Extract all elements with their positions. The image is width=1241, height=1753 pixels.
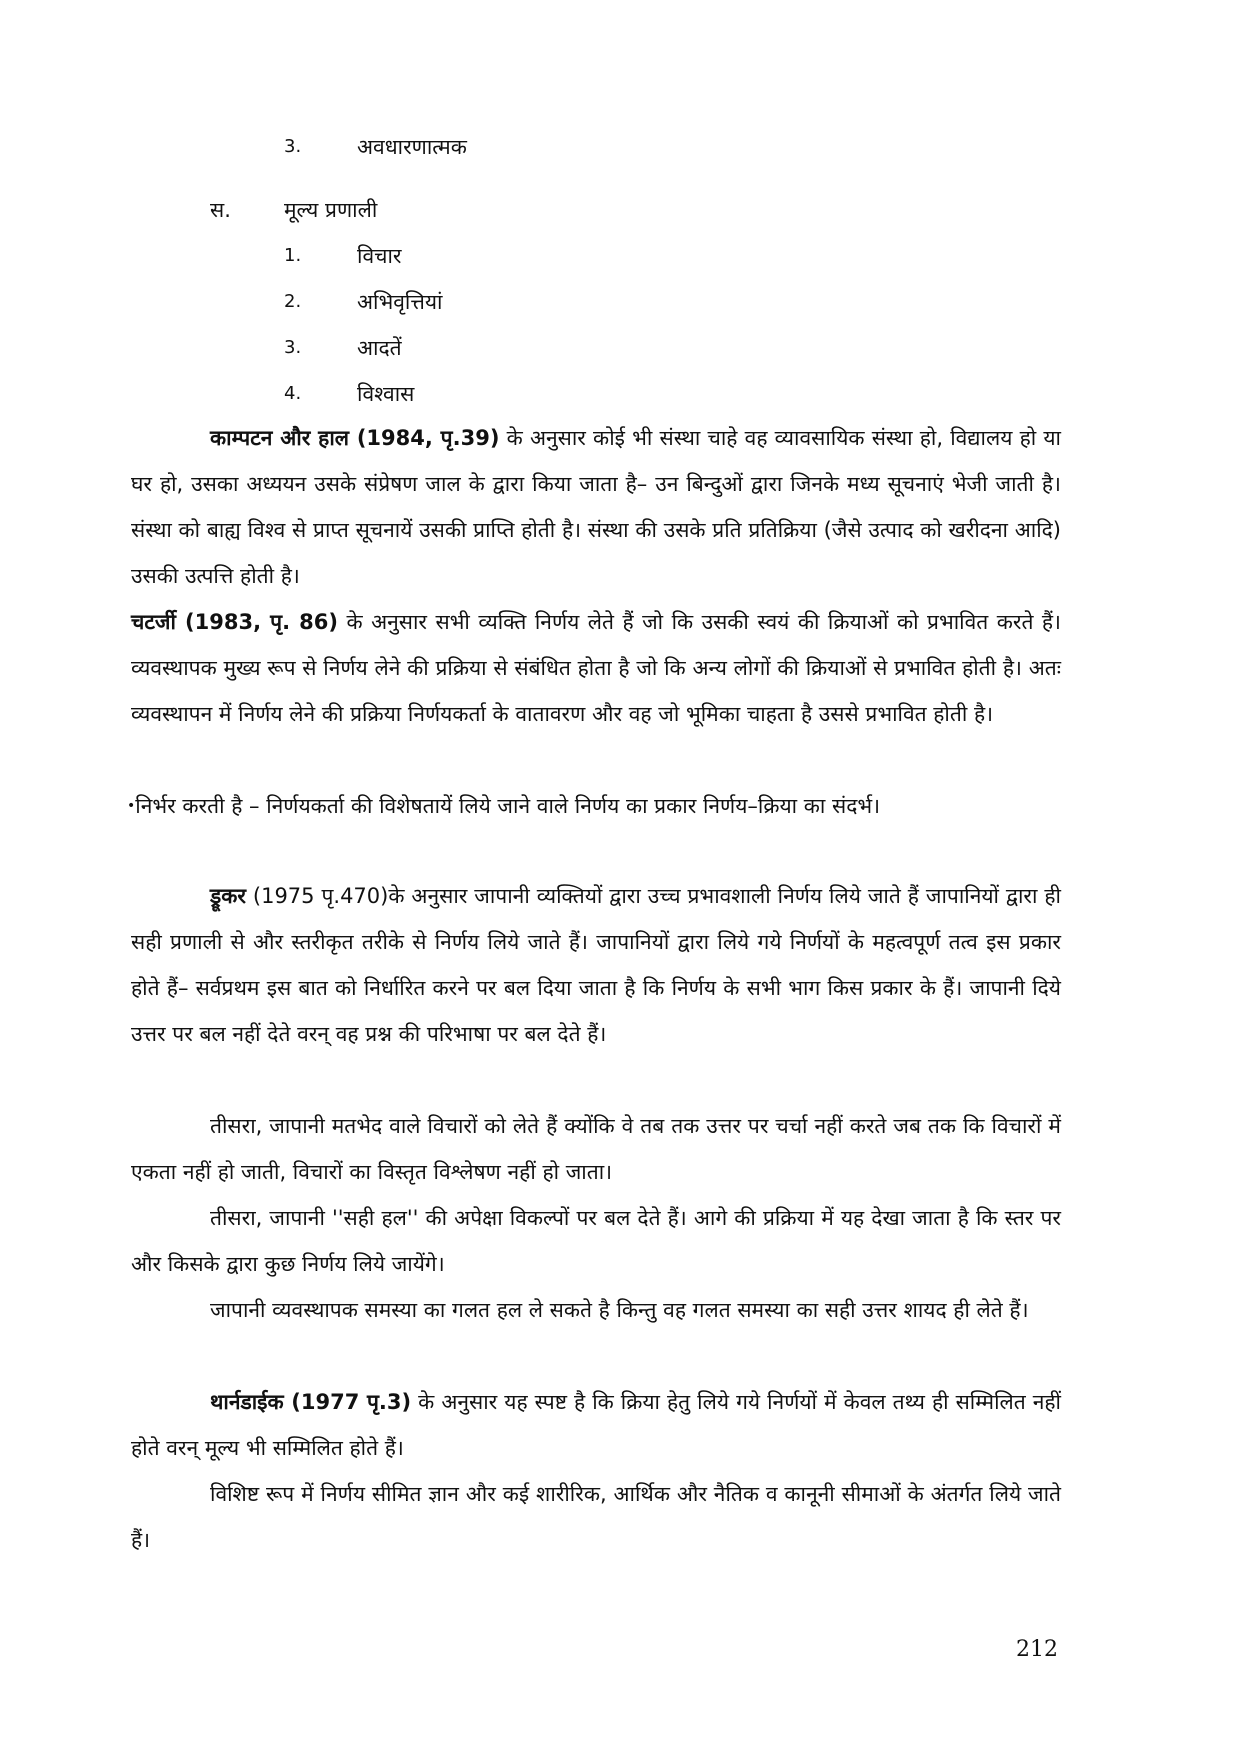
list-number: 2. [284, 291, 302, 312]
list-number: 3. [284, 337, 302, 358]
paragraph-drucker [131, 873, 1061, 1057]
paragraph-text: निर्भर करती है – निर्णयकर्ता की विशेषतायें लिये जाने वाले निर्णय का प्रकार निर्णय–क्रिया का संदर्भ। [135, 794, 881, 818]
list-item-text: अभिवृत्तियां [357, 290, 443, 314]
paragraph-chatterjee [131, 599, 1061, 737]
paragraph-third-2: तीसरा, जापानी ''सही हल'' की अपेक्षा विकल्पों पर बल देते हैं। आगे की प्रक्रिया में यह देखा जाता है कि स्तर पर और किसके द्वारा कुछ निर्णय लिये जायेंगे। [131, 1206, 1061, 1276]
citation: चटर्जी (1983, पृ. 86) [131, 610, 339, 634]
paragraph-third-1: तीसरा, जापानी मतभेद वाले विचारों को लेते हैं क्योंकि वे तब तक उत्तर पर चर्चा नहीं करते जब तक कि विचारों में एकता नहीं हो जाती, विचारों का विस्तृत विश्लेषण नहीं हो जाता। [131, 1114, 1061, 1184]
section-title: मूल्य प्रणाली [284, 198, 378, 222]
citation: थार्नडाईक (1977 पृ.3) [210, 1390, 412, 1414]
list-number: 3. [284, 136, 302, 157]
page-number: 212 [1016, 1637, 1058, 1662]
list-item-text: आदतें [357, 336, 402, 360]
bullet-mark: • [127, 798, 136, 814]
paragraph-text: के अनुसार यह स्पष्ट है कि क्रिया हेतु लिये गये निर्णयों में केवल तथ्य ही सम्मिलित नहीं होते वरन् मूल्य भी सम्मिलित होते हैं। [131, 1390, 1061, 1460]
paragraph-thorndike [131, 1379, 1061, 1471]
paragraph-depends [127, 783, 1061, 829]
list-number: 4. [284, 383, 302, 404]
paragraph-compton-hall [131, 415, 1061, 599]
section-label: स. [210, 198, 231, 222]
paragraph-text: के अनुसार कोई भी संस्था चाहे वह व्यावसायिक संस्था हो, विद्यालय हो या घर हो, उसका अध्ययन उसके संप्रेषण जाल के द्वारा किया जाता है– उन बिन्दुओं द्वारा जिनके मध्य सूचनाएं भेजी जाती है। संस्था को बाह्य विश्व से प्राप्त सूचनायें उसकी प्राप्ति होती है। संस्था की उसके प्रति प्रतिक्रिया (जैसे उत्पाद को खरीदना आदि) उसकी उत्पत्ति होती है। [131, 426, 1061, 588]
citation: ड्रूकर [210, 884, 246, 908]
paragraph-text: के अनुसार सभी व्यक्ति निर्णय लेते हैं जो कि उसकी स्वयं की क्रियाओं को प्रभावित करते हैं। व्यवस्थापक मुख्य रूप से निर्णय लेने की प्रक्रिया से संबंधित होता है जो कि अन्य लोगों की क्रियाओं से प्रभावित होती है। अतः व्यवस्थापन में निर्णय लेने की प्रक्रिया निर्णयकर्ता के वातावरण और वह जो भूमिका चाहता है उससे प्रभावित होती है। [131, 610, 1062, 726]
paragraph-limits: विशिष्ट रूप में निर्णय सीमित ज्ञान और कई शारीरिक, आर्थिक और नैतिक व कानूनी सीमाओं के अंतर्गत लिये जाते हैं। [131, 1482, 1061, 1552]
citation: काम्पटन और हाल (1984, पृ.39) [210, 426, 500, 450]
list-item-text: अवधारणात्मक [357, 135, 467, 159]
paragraph-text: (1975 पृ.470)के अनुसार जापानी व्यक्तियों द्वारा उच्च प्रभावशाली निर्णय लिये जाते हैं जापानियों द्वारा ही सही प्रणाली से और स्तरीकृत तरीके से निर्णय लिये जाते हैं। जापानियों द्वारा लिये गये निर्णयों के महत्वपूर्ण तत्व इस प्रकार होते हैं– सर्वप्रथम इस बात को निर्धारित करने पर बल दिया जाता है कि निर्णय के सभी भाग किस प्रकार के हैं। जापानी दिये उत्तर पर बल नहीं देते वरन् वह प्रश्न की परिभाषा पर बल देते हैं। [131, 884, 1061, 1046]
list-item-text: विचार [357, 244, 402, 268]
list-item-text: विश्वास [357, 382, 415, 406]
paragraph-japanese-managers: जापानी व्यवस्थापक समस्या का गलत हल ले सकते है किन्तु वह गलत समस्या का सही उत्तर शायद ही लेते हैं। [210, 1298, 1029, 1322]
list-number: 1. [284, 245, 302, 266]
